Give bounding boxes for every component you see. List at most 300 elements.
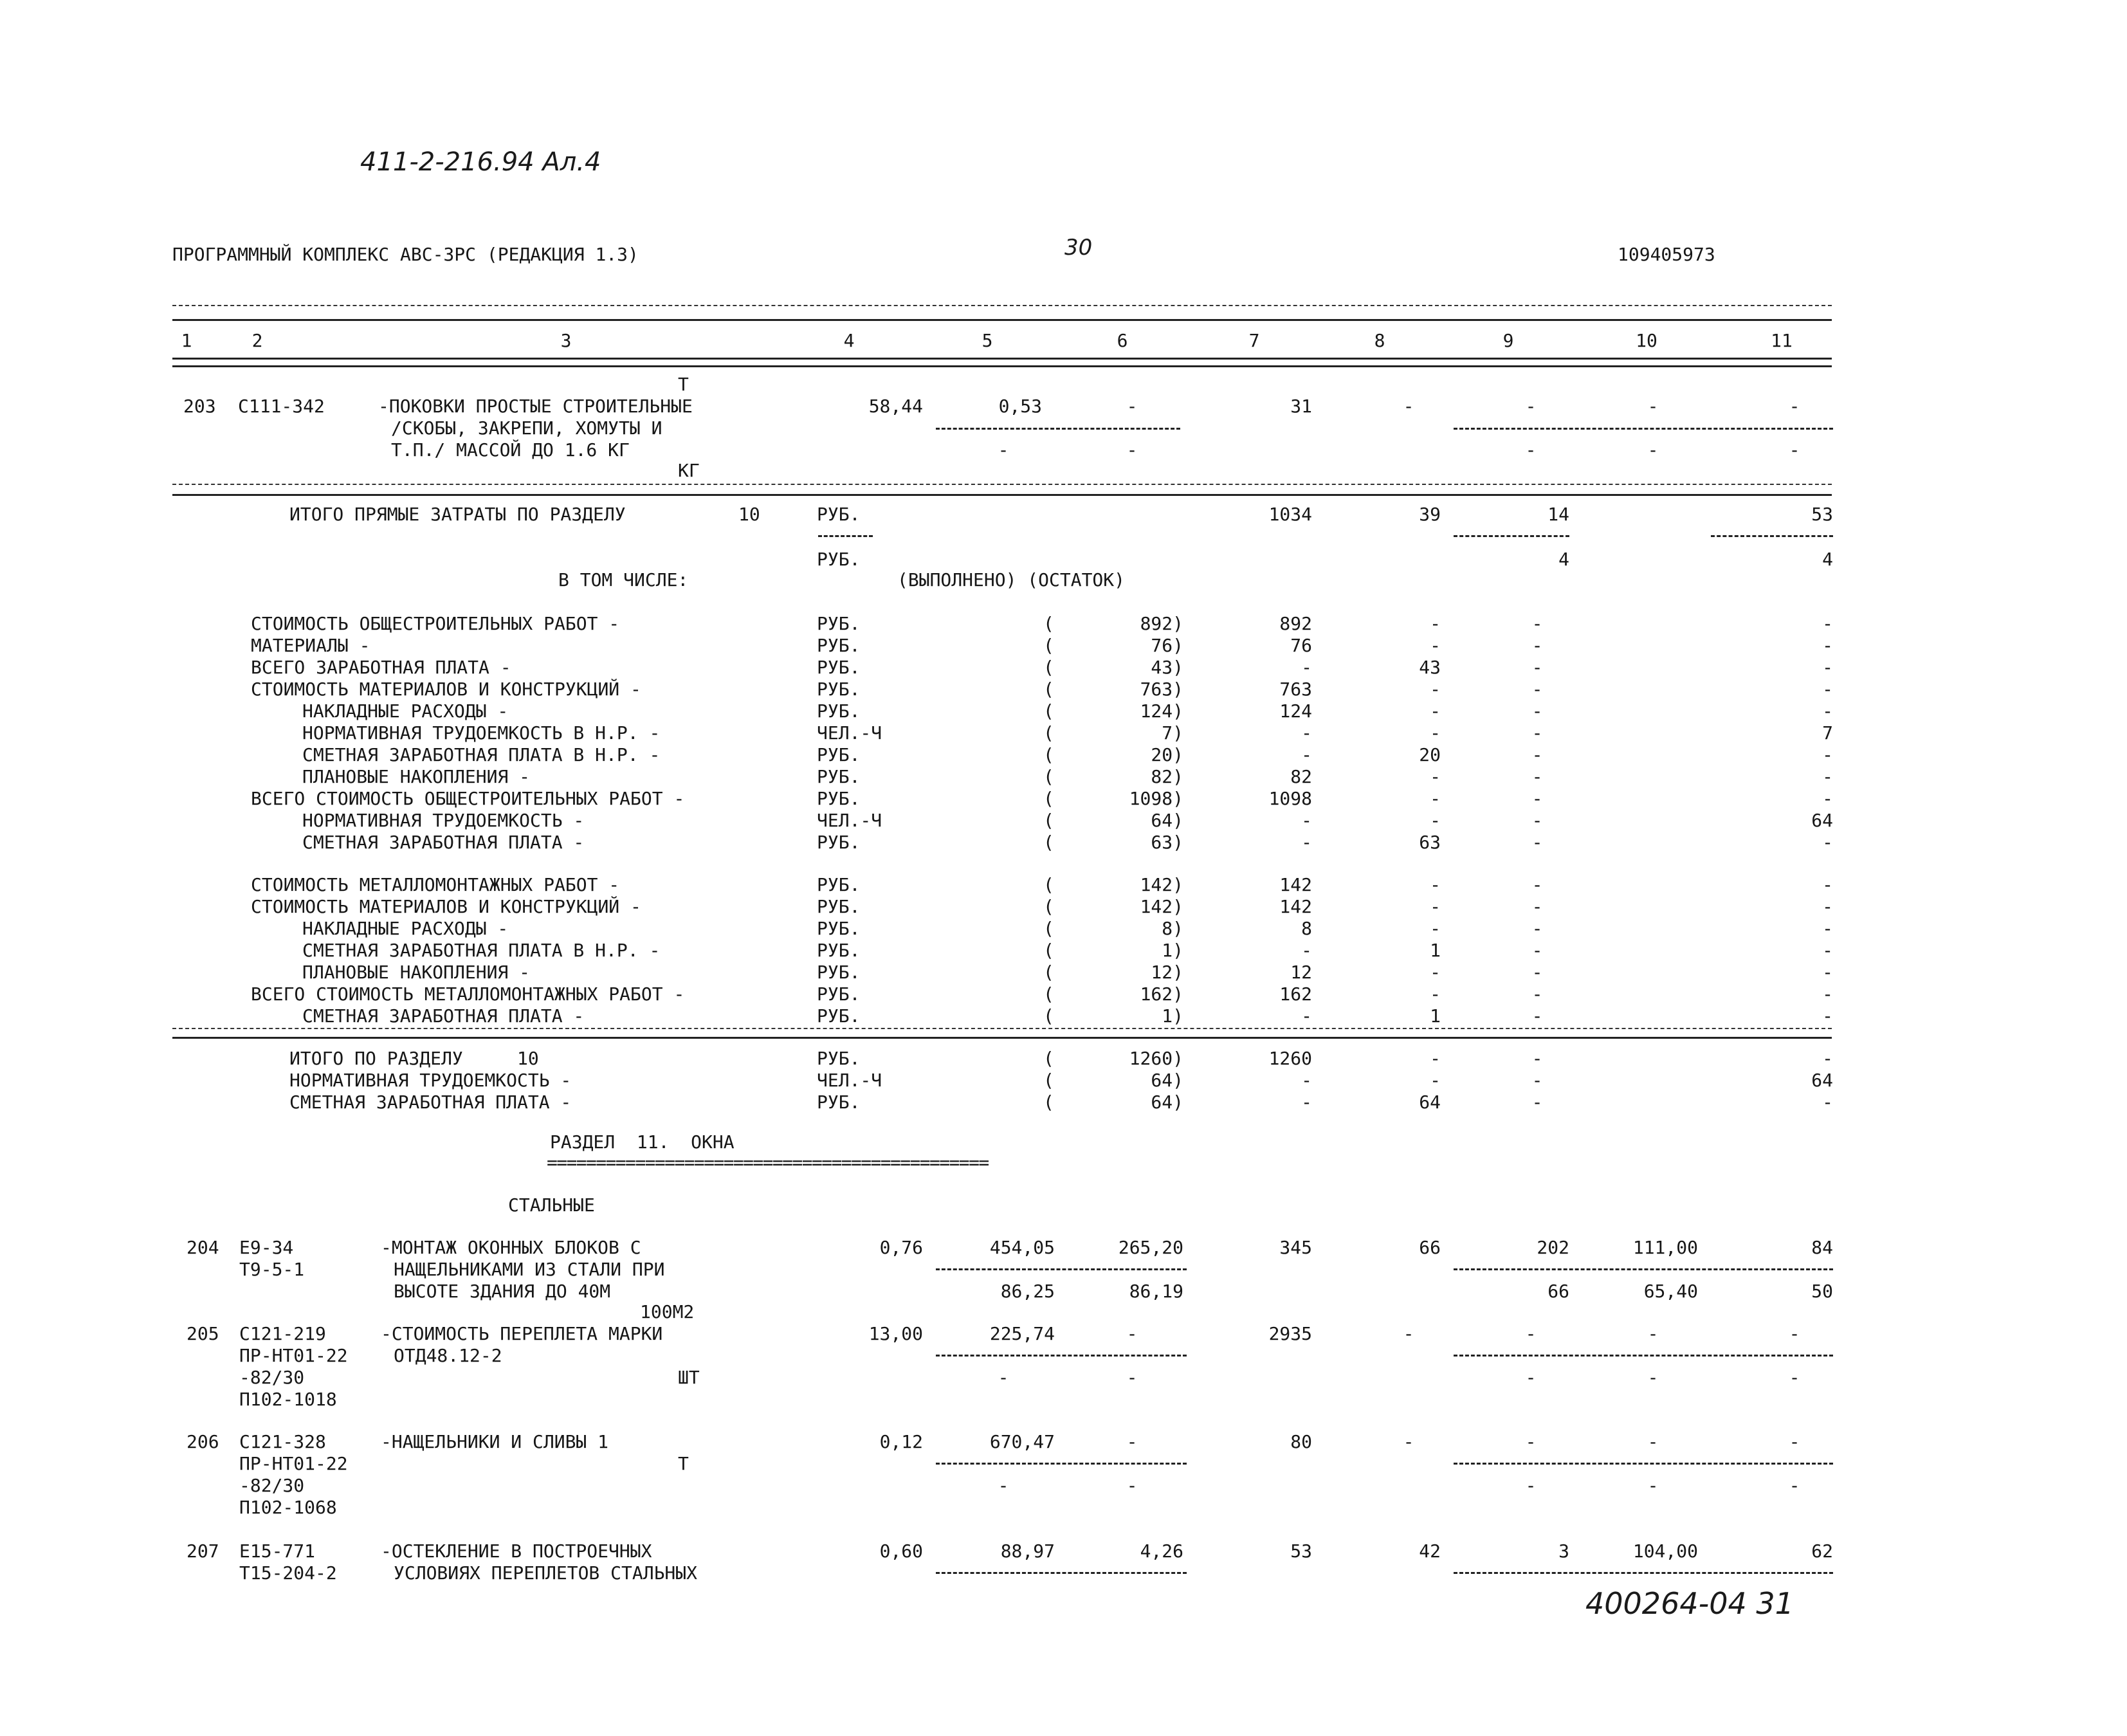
column-header-4: 4	[843, 330, 855, 351]
cell-col7: 8	[1301, 918, 1312, 939]
rule	[172, 484, 1832, 485]
rule	[172, 319, 1832, 321]
cell-col8: -	[1403, 1323, 1414, 1344]
cell-col8: -	[1403, 396, 1414, 417]
cell-col9-sub: -	[1525, 439, 1537, 461]
remaining-value: 142)	[1140, 896, 1183, 917]
column-header-2: 2	[251, 330, 263, 351]
handwritten-page-number: 30	[1064, 235, 1093, 260]
cell-col9: 3	[1558, 1540, 1569, 1562]
cell-col11: -	[1822, 1092, 1833, 1113]
cell-col6: -	[1126, 396, 1138, 417]
cell-col9: 202	[1537, 1237, 1569, 1258]
cell-col8: 63	[1419, 832, 1441, 853]
column-header-9: 9	[1502, 330, 1514, 351]
cell-col11: -	[1822, 874, 1833, 895]
open-paren: (	[1043, 832, 1054, 853]
open-paren: (	[1043, 1005, 1054, 1027]
cell-col10-sub: -	[1647, 1475, 1659, 1496]
row-code: ПР-НТ01-22	[239, 1453, 348, 1474]
row-code: П102-1018	[239, 1389, 337, 1410]
cell-col6: -	[1126, 1431, 1138, 1452]
rule	[1454, 428, 1833, 430]
unit-label: РУБ.	[817, 766, 861, 787]
cell-col5: 454,05	[989, 1237, 1055, 1258]
rule	[1454, 1572, 1833, 1574]
unit-label: РУБ.	[817, 940, 861, 961]
open-paren: (	[1043, 1048, 1054, 1069]
remaining-value: 64)	[1151, 810, 1183, 831]
rule	[936, 1463, 1187, 1465]
breakdown-label: НАКЛАДНЫЕ РАСХОДЫ -	[302, 700, 509, 722]
cell-col8: -	[1430, 635, 1441, 656]
cell-col11-sub: -	[1789, 1475, 1800, 1496]
cell-col11: 84	[1811, 1237, 1833, 1258]
section-total-label: ИТОГО ПО РАЗДЕЛУ 10	[289, 1048, 539, 1069]
cell-col7: -	[1301, 722, 1312, 744]
remaining-value: 892)	[1140, 613, 1183, 634]
cell-col5-sub: -	[998, 1475, 1009, 1496]
rule	[1454, 535, 1569, 537]
cell-col9: -	[1531, 962, 1543, 983]
cell-col11: -	[1789, 1323, 1800, 1344]
cell-col10-sub: -	[1647, 439, 1659, 461]
rule	[936, 1572, 1187, 1574]
remaining-value: 1260)	[1129, 1048, 1183, 1069]
breakdown-label: СМЕТНАЯ ЗАРАБОТНАЯ ПЛАТА В Н.Р. -	[302, 940, 661, 961]
open-paren: (	[1043, 766, 1054, 787]
cell-col9: -	[1531, 1048, 1543, 1069]
document-number: 109405973	[1618, 244, 1715, 265]
rule	[936, 428, 1180, 430]
rule	[172, 358, 1832, 360]
open-paren: (	[1043, 722, 1054, 744]
cell-col7: -	[1301, 1092, 1312, 1113]
column-header-5: 5	[981, 330, 993, 351]
cell-col11: 64	[1811, 810, 1833, 831]
row-number: 206	[187, 1431, 219, 1452]
cell-col7: 142	[1279, 896, 1312, 917]
cell-col5-sub: 86,25	[1000, 1281, 1055, 1302]
row-code: -82/30	[239, 1475, 305, 1496]
cell-col5: 88,97	[1000, 1540, 1055, 1562]
cell-col9: -	[1531, 679, 1543, 700]
rule	[172, 305, 1832, 306]
breakdown-label: НАКЛАДНЫЕ РАСХОДЫ -	[302, 918, 509, 939]
remaining-value: 63)	[1151, 832, 1183, 853]
unit-label: Т	[678, 374, 689, 395]
unit-label: РУБ.	[817, 504, 861, 525]
rule	[1711, 535, 1833, 537]
cell-col11-sub: -	[1789, 1367, 1800, 1388]
cell-col10-sub: 65,40	[1643, 1281, 1698, 1302]
unit-label: РУБ.	[817, 657, 861, 678]
row-description: -МОНТАЖ ОКОННЫХ БЛОКОВ С	[381, 1237, 641, 1258]
section-underline: =============================================	[547, 1152, 989, 1173]
cell-col8: 64	[1419, 1092, 1441, 1113]
column-header-3: 3	[560, 330, 572, 351]
breakdown-label: СТОИМОСТЬ ОБЩЕСТРОИТЕЛЬНЫХ РАБОТ -	[251, 613, 620, 634]
cell-col9: -	[1531, 700, 1543, 722]
cell-col8: 43	[1419, 657, 1441, 678]
rule	[1454, 1463, 1833, 1465]
rule	[1454, 1268, 1833, 1270]
including-label: В ТОМ ЧИСЛЕ:	[558, 569, 689, 590]
cell-col7: 82	[1290, 766, 1312, 787]
cell-col10: -	[1647, 1323, 1659, 1344]
cell-col10-sub: -	[1647, 1367, 1659, 1388]
cell-col7: 76	[1290, 635, 1312, 656]
unit-label: РУБ.	[817, 896, 861, 917]
breakdown-label: ВСЕГО СТОИМОСТЬ МЕТАЛЛОМОНТАЖНЫХ РАБОТ -	[251, 983, 685, 1005]
breakdown-label: ПЛАНОВЫЕ НАКОПЛЕНИЯ -	[302, 766, 531, 787]
remaining-value: 1098)	[1129, 788, 1183, 809]
row-description: ВЫСОТЕ ЗДАНИЯ ДО 40М	[394, 1281, 611, 1302]
remaining-value: 76)	[1151, 635, 1183, 656]
cell-col7: 1260	[1268, 1048, 1312, 1069]
open-paren: (	[1043, 940, 1054, 961]
breakdown-label: НОРМАТИВНАЯ ТРУДОЕМКОСТЬ В Н.Р. -	[302, 722, 661, 744]
row-description: Т.П./ МАССОЙ ДО 1.6 КГ	[391, 439, 630, 461]
cell-col9: -	[1531, 918, 1543, 939]
column-header-7: 7	[1248, 330, 1260, 351]
open-paren: (	[1043, 657, 1054, 678]
cell-col11-sub: -	[1789, 439, 1800, 461]
cell-col7: 763	[1279, 679, 1312, 700]
cell-col10: 104,00	[1632, 1540, 1698, 1562]
row-number: 204	[187, 1237, 219, 1258]
cell-col9: -	[1525, 1431, 1537, 1452]
cell-col11: -	[1822, 635, 1833, 656]
unit-label: РУБ.	[817, 549, 861, 570]
cell-col7: 1034	[1268, 504, 1312, 525]
row-code: Е9-34	[239, 1237, 294, 1258]
breakdown-label: НОРМАТИВНАЯ ТРУДОЕМКОСТЬ -	[302, 810, 585, 831]
cell-col7: 162	[1279, 983, 1312, 1005]
breakdown-label: МАТЕРИАЛЫ -	[251, 635, 370, 656]
unit-label: РУБ.	[817, 700, 861, 722]
breakdown-label: СТОИМОСТЬ МАТЕРИАЛОВ И КОНСТРУКЦИЙ -	[251, 896, 641, 917]
cell-col5: 670,47	[989, 1431, 1055, 1452]
cell-col7: 53	[1290, 1540, 1312, 1562]
cell-col11: -	[1789, 1431, 1800, 1452]
cell-col11: -	[1822, 766, 1833, 787]
cell-col7: 80	[1290, 1431, 1312, 1452]
open-paren: (	[1043, 874, 1054, 895]
cell-col8: -	[1430, 874, 1441, 895]
rule	[936, 1355, 1187, 1357]
cell-col5-sub: -	[998, 1367, 1009, 1388]
section-subtitle: СТАЛЬНЫЕ	[508, 1194, 595, 1216]
remaining-value: 763)	[1140, 679, 1183, 700]
cell-col11: -	[1822, 657, 1833, 678]
rule	[818, 535, 873, 537]
rule	[172, 494, 1832, 496]
cell-col9: -	[1531, 744, 1543, 765]
cell-col7: -	[1301, 744, 1312, 765]
section-number: 10	[738, 504, 760, 525]
cell-col11: -	[1822, 962, 1833, 983]
open-paren: (	[1043, 613, 1054, 634]
cell-col9: -	[1531, 1005, 1543, 1027]
cell-col6-sub: -	[1126, 439, 1138, 461]
row-code: -82/30	[239, 1367, 305, 1388]
cell-col8: 66	[1419, 1237, 1441, 1258]
row-code: С121-219	[239, 1323, 326, 1344]
unit-label: РУБ.	[817, 635, 861, 656]
open-paren: (	[1043, 983, 1054, 1005]
rule	[1454, 1355, 1833, 1357]
cell-col4: 0,60	[879, 1540, 923, 1562]
cell-col11: 53	[1811, 504, 1833, 525]
cell-col9: 14	[1547, 504, 1569, 525]
cell-col11-sub: 50	[1811, 1281, 1833, 1302]
unit-label: РУБ.	[817, 613, 861, 634]
cell-col8: 1	[1430, 940, 1441, 961]
breakdown-label: СМЕТНАЯ ЗАРАБОТНАЯ ПЛАТА -	[302, 832, 585, 853]
unit-label: РУБ.	[817, 832, 861, 853]
remaining-value: 7)	[1162, 722, 1183, 744]
cell-col8: 20	[1419, 744, 1441, 765]
cell-col9: -	[1531, 983, 1543, 1005]
cell-col8: -	[1430, 679, 1441, 700]
cell-col4: 0,12	[879, 1431, 923, 1452]
row-code: Т15-204-2	[239, 1562, 337, 1584]
cell-col9: -	[1531, 722, 1543, 744]
unit-label: ЧЕЛ.-Ч	[817, 810, 882, 831]
cell-col7: 31	[1290, 396, 1312, 417]
unit-label: РУБ.	[817, 1048, 861, 1069]
cell-col5: 225,74	[989, 1323, 1055, 1344]
section-title: РАЗДЕЛ 11. ОКНА	[550, 1131, 735, 1153]
column-header-8: 8	[1374, 330, 1385, 351]
cell-col8: -	[1403, 1431, 1414, 1452]
cell-col9: -	[1531, 657, 1543, 678]
cell-col11: 64	[1811, 1070, 1833, 1091]
cell-col6: 265,20	[1118, 1237, 1183, 1258]
unit-label: ШТ	[678, 1367, 700, 1388]
unit-label: ЧЕЛ.-Ч	[817, 1070, 882, 1091]
remaining-value: 1)	[1162, 1005, 1183, 1027]
cell-col8: 42	[1419, 1540, 1441, 1562]
cell-col7: -	[1301, 832, 1312, 853]
cell-col8: -	[1430, 613, 1441, 634]
cell-col9: -	[1531, 635, 1543, 656]
cell-col9: -	[1531, 896, 1543, 917]
cell-col10: -	[1647, 1431, 1659, 1452]
section-total-label: НОРМАТИВНАЯ ТРУДОЕМКОСТЬ -	[289, 1070, 572, 1091]
breakdown-label: СМЕТНАЯ ЗАРАБОТНАЯ ПЛАТА В Н.Р. -	[302, 744, 661, 765]
cell-col9: -	[1531, 1070, 1543, 1091]
cell-col9: -	[1531, 788, 1543, 809]
cell-col10: -	[1647, 396, 1659, 417]
cell-col4: 58,44	[868, 396, 923, 417]
cell-col9: -	[1531, 1092, 1543, 1113]
remaining-value: 43)	[1151, 657, 1183, 678]
unit-label: РУБ.	[817, 1092, 861, 1113]
remaining-value: 12)	[1151, 962, 1183, 983]
cell-col7: 345	[1279, 1237, 1312, 1258]
unit-label: КГ	[678, 460, 700, 481]
cell-col8: -	[1430, 810, 1441, 831]
open-paren: (	[1043, 679, 1054, 700]
column-header-10: 10	[1636, 330, 1657, 351]
open-paren: (	[1043, 700, 1054, 722]
cell-col8: 1	[1430, 1005, 1441, 1027]
cell-col9: -	[1531, 874, 1543, 895]
breakdown-label: СТОИМОСТЬ МЕТАЛЛОМОНТАЖНЫХ РАБОТ -	[251, 874, 620, 895]
unit-label: Т	[678, 1453, 689, 1474]
cell-col9: -	[1531, 832, 1543, 853]
open-paren: (	[1043, 1070, 1054, 1091]
open-paren: (	[1043, 962, 1054, 983]
row-description: -СТОИМОСТЬ ПЕРЕПЛЕТА МАРКИ	[381, 1323, 663, 1344]
cell-col9-sub: 66	[1547, 1281, 1569, 1302]
row-description: ОТД48.12-2	[394, 1345, 502, 1366]
remaining-value: 82)	[1151, 766, 1183, 787]
cell-col11: -	[1822, 613, 1833, 634]
cell-col9: -	[1531, 613, 1543, 634]
cell-col6-sub: 86,19	[1129, 1281, 1183, 1302]
cell-col8: -	[1430, 962, 1441, 983]
cell-col11: -	[1822, 1048, 1833, 1069]
cell-col7: 1098	[1268, 788, 1312, 809]
cell-col11: -	[1822, 940, 1833, 961]
cell-col11: -	[1822, 788, 1833, 809]
cell-col7: 142	[1279, 874, 1312, 895]
unit-label: РУБ.	[817, 918, 861, 939]
cell-col7: 12	[1290, 962, 1312, 983]
breakdown-label: ВСЕГО ЗАРАБОТНАЯ ПЛАТА -	[251, 657, 511, 678]
rule	[172, 365, 1832, 367]
cell-col6: -	[1126, 1323, 1138, 1344]
row-code: Т9-5-1	[239, 1259, 305, 1280]
cell-col9: -	[1525, 396, 1537, 417]
remaining-value: 142)	[1140, 874, 1183, 895]
cell-col9: -	[1525, 1323, 1537, 1344]
rule	[172, 1037, 1832, 1039]
unit-label: ЧЕЛ.-Ч	[817, 722, 882, 744]
cell-col8: -	[1430, 983, 1441, 1005]
cell-col4: 13,00	[868, 1323, 923, 1344]
cell-col6-sub: -	[1126, 1367, 1138, 1388]
open-paren: (	[1043, 918, 1054, 939]
cell-col9: -	[1531, 766, 1543, 787]
cell-col7: 892	[1279, 613, 1312, 634]
cell-col8: -	[1430, 918, 1441, 939]
handwritten-bottom-code: 400264-04 31	[1585, 1586, 1794, 1621]
row-number: 205	[187, 1323, 219, 1344]
cell-col11: -	[1822, 832, 1833, 853]
remaining-value: 20)	[1151, 744, 1183, 765]
row-description: -ОСТЕКЛЕНИЕ В ПОСТРОЕЧНЫХ	[381, 1540, 652, 1562]
cell-col11: -	[1822, 896, 1833, 917]
totals-label: ИТОГО ПРЯМЫЕ ЗАТРАТЫ ПО РАЗДЕЛУ	[289, 504, 626, 525]
row-code: С111-342	[238, 396, 325, 417]
cell-col9: -	[1531, 940, 1543, 961]
done-remaining-header: (ВЫПОЛНЕНО) (ОСТАТОК)	[897, 569, 1126, 590]
cell-col9: -	[1531, 810, 1543, 831]
breakdown-label: СТОИМОСТЬ МАТЕРИАЛОВ И КОНСТРУКЦИЙ -	[251, 679, 641, 700]
row-description: НАЩЕЛЬНИКАМИ ИЗ СТАЛИ ПРИ	[394, 1259, 665, 1280]
remaining-value: 64)	[1151, 1070, 1183, 1091]
cell-col9-sub: 4	[1558, 549, 1569, 570]
cell-col8: -	[1430, 1070, 1441, 1091]
column-header-1: 1	[181, 330, 192, 351]
cell-col8: -	[1430, 700, 1441, 722]
cell-col9-sub: -	[1525, 1367, 1537, 1388]
cell-col11: 62	[1811, 1540, 1833, 1562]
cell-col7: -	[1301, 1070, 1312, 1091]
unit-label: 100М2	[640, 1301, 695, 1322]
cell-col7: -	[1301, 1005, 1312, 1027]
cell-col8: -	[1430, 1048, 1441, 1069]
cell-col11: -	[1822, 700, 1833, 722]
cell-col11: -	[1822, 918, 1833, 939]
cell-col8: -	[1430, 722, 1441, 744]
cell-col8: 39	[1419, 504, 1441, 525]
row-description: УСЛОВИЯХ ПЕРЕПЛЕТОВ СТАЛЬНЫХ	[394, 1562, 698, 1584]
row-description: -ПОКОВКИ ПРОСТЫЕ СТРОИТЕЛЬНЫЕ	[378, 396, 693, 417]
column-header-11: 11	[1771, 330, 1793, 351]
row-description: -НАЩЕЛЬНИКИ И СЛИВЫ 1	[381, 1431, 609, 1452]
cell-col9-sub: -	[1525, 1475, 1537, 1496]
cell-col8: -	[1430, 896, 1441, 917]
cell-col7: -	[1301, 657, 1312, 678]
cell-col11-sub: 4	[1822, 549, 1833, 570]
cell-col11: -	[1789, 396, 1800, 417]
cell-col6-sub: -	[1126, 1475, 1138, 1496]
rule	[172, 1028, 1832, 1029]
breakdown-label: ВСЕГО СТОИМОСТЬ ОБЩЕСТРОИТЕЛЬНЫХ РАБОТ -	[251, 788, 685, 809]
row-description: /СКОБЫ, ЗАКРЕПИ, ХОМУТЫ И	[391, 417, 662, 439]
unit-label: РУБ.	[817, 983, 861, 1005]
cell-col7: -	[1301, 940, 1312, 961]
remaining-value: 8)	[1162, 918, 1183, 939]
cell-col4: 0,76	[879, 1237, 923, 1258]
breakdown-label: ПЛАНОВЫЕ НАКОПЛЕНИЯ -	[302, 962, 531, 983]
breakdown-label: СМЕТНАЯ ЗАРАБОТНАЯ ПЛАТА -	[302, 1005, 585, 1027]
remaining-value: 162)	[1140, 983, 1183, 1005]
handwritten-top-code: 411-2-216.94 Ал.4	[360, 147, 601, 177]
cell-col8: -	[1430, 788, 1441, 809]
open-paren: (	[1043, 744, 1054, 765]
cell-col11: -	[1822, 983, 1833, 1005]
cell-col8: -	[1430, 766, 1441, 787]
open-paren: (	[1043, 1092, 1054, 1113]
row-code: П102-1068	[239, 1497, 337, 1518]
unit-label: РУБ.	[817, 962, 861, 983]
cell-col11: -	[1822, 679, 1833, 700]
row-code: С121-328	[239, 1431, 326, 1452]
rule	[936, 1268, 1187, 1270]
program-title: ПРОГРАММНЫЙ КОМПЛЕКС АВС-3РС (РЕДАКЦИЯ 1.3)	[172, 244, 639, 265]
cell-col11: -	[1822, 1005, 1833, 1027]
open-paren: (	[1043, 788, 1054, 809]
cell-col11: -	[1822, 744, 1833, 765]
remaining-value: 124)	[1140, 700, 1183, 722]
row-number: 207	[187, 1540, 219, 1562]
cell-col7: 124	[1279, 700, 1312, 722]
cell-col5: 0,53	[998, 396, 1042, 417]
section-total-label: СМЕТНАЯ ЗАРАБОТНАЯ ПЛАТА -	[289, 1092, 572, 1113]
open-paren: (	[1043, 810, 1054, 831]
column-header-6: 6	[1117, 330, 1128, 351]
unit-label: РУБ.	[817, 874, 861, 895]
remaining-value: 64)	[1151, 1092, 1183, 1113]
unit-label: РУБ.	[817, 1005, 861, 1027]
cell-col7: 2935	[1268, 1323, 1312, 1344]
